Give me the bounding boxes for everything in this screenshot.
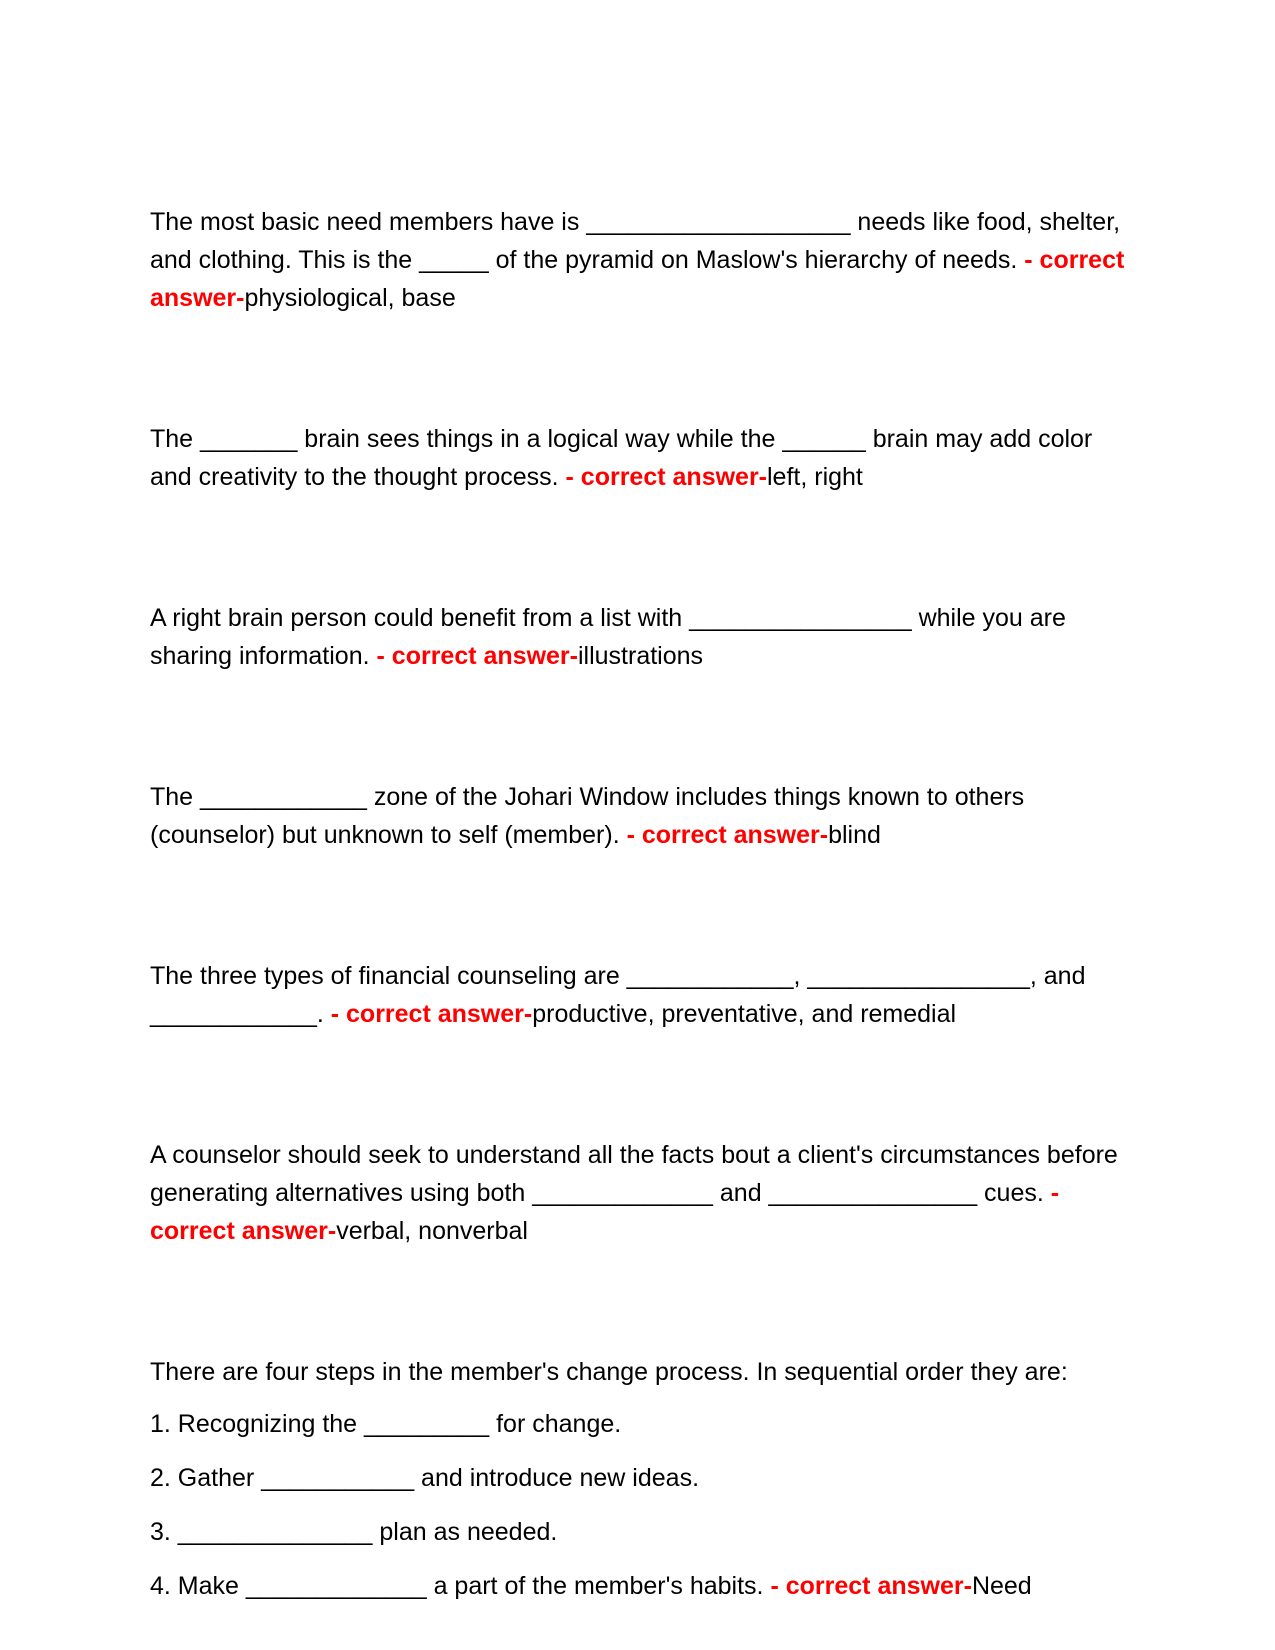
correct-answer-marker: - correct answer- — [150, 246, 1125, 312]
step-4-text: 4. Make _____________ a part of the member's habits. — [150, 1572, 764, 1600]
answer-text: left, right — [767, 463, 863, 491]
correct-answer-marker: - correct answer- — [150, 1179, 1060, 1245]
qa-item-2 — [150, 420, 1140, 496]
step-4 — [150, 1567, 1140, 1605]
answer-text: physiological, base — [244, 284, 456, 312]
qa-item-5 — [150, 957, 1140, 1033]
correct-answer-marker: - correct answer- — [330, 1000, 533, 1028]
correct-answer-marker: - correct answer- — [770, 1572, 972, 1600]
correct-answer-marker: - correct answer- — [626, 821, 829, 849]
step-2: 2. Gather ___________ and introduce new ideas. — [150, 1464, 700, 1492]
question-text: The most basic need members have is ___________________ needs like food, shelter, and clothing. This is the _____ of the pyramid on Maslow's hierarchy of needs. — [150, 208, 1121, 274]
answer-text: verbal, nonverbal — [336, 1217, 528, 1245]
qa-item-1 — [150, 203, 1140, 317]
answer-text: Need — [971, 1572, 1032, 1600]
question-intro: There are four steps in the member's change process. In sequential order they are: — [150, 1358, 1068, 1386]
answer-text: productive, preventative, and remedial — [532, 1000, 957, 1028]
step-1: 1. Recognizing the _________ for change. — [150, 1410, 622, 1438]
correct-answer-marker: - correct answer- — [376, 642, 578, 670]
question-text: The three types of financial counseling are ____________, ________________, and ____________. — [150, 962, 1086, 1028]
question-text: The _______ brain sees things in a logical way while the ______ brain may add color and creativity to the thought process. — [150, 425, 1093, 491]
qa-item-6 — [150, 1136, 1140, 1250]
answer-text: illustrations — [577, 642, 704, 670]
step-3: 3. ______________ plan as needed. — [150, 1518, 558, 1546]
document-page — [150, 203, 1140, 1605]
qa-item-4 — [150, 778, 1140, 854]
question-text: A right brain person could benefit from a list with ________________ while you are sharing information. — [150, 604, 1066, 670]
question-text: The ____________ zone of the Johari Window includes things known to others (counselor) but unknown to self (member). — [150, 783, 1025, 849]
answer-text: blind — [828, 821, 881, 849]
qa-item-3 — [150, 599, 1140, 675]
correct-answer-marker: - correct answer- — [565, 463, 767, 491]
qa-item-7 — [150, 1353, 1140, 1605]
question-text: A counselor should seek to understand all the facts bout a client's circumstances before generating alternatives using both _____________ and _______________ cues. — [150, 1141, 1118, 1207]
